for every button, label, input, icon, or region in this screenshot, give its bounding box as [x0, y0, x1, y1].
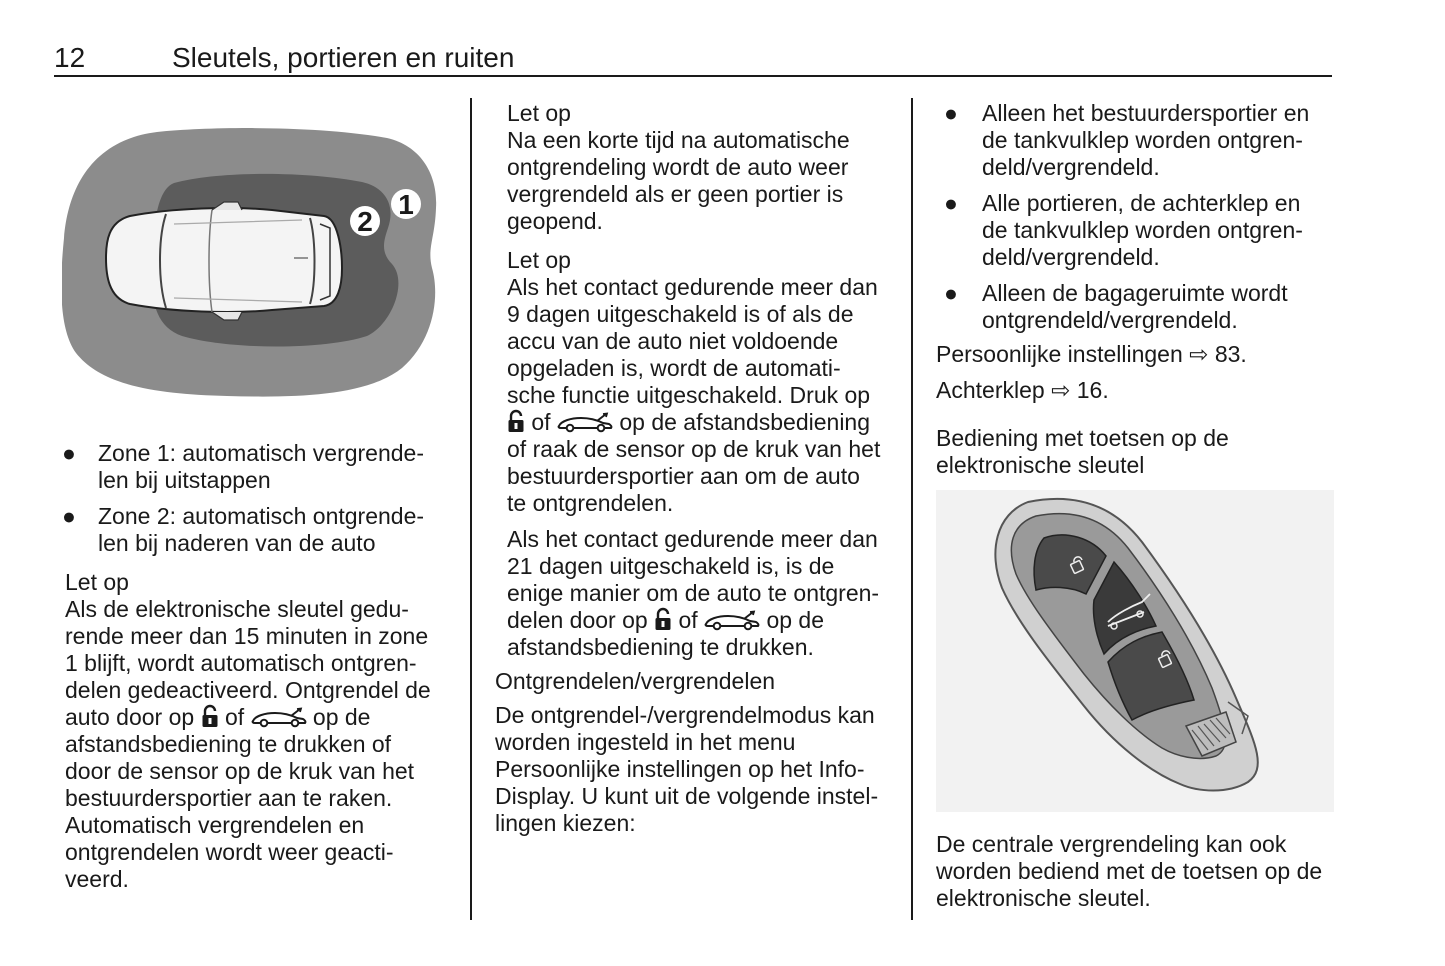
unlock-icon [654, 607, 672, 631]
column-3 [936, 100, 1336, 479]
inline-icon-line: delen door op of op de [507, 607, 824, 633]
page-title: Sleutels, portieren en ruiten [172, 42, 515, 73]
note-box: Let op Als het contact gedurende meer dan 9 dagen uitgeschakeld is of als de accu van de auto niet voldoende opgeladen is, wordt de automati- sche functie uitgeschakeld. Druk op of op de afstandsbediening of raak de sensor op de kruk van het bestuurdersportier aan om de auto te ontgrendelen. Als het contact gedurende meer dan 21 dagen uitgeschakeld is, is de enige manier om de auto te ontgren- delen door op of op de afstandsbediening te drukken. [495, 247, 900, 661]
note-heading: Let op [65, 569, 129, 595]
list-item: ● Alle portieren, de achterklep en de tankvulklep worden ontgren- deld/vergrendeld. [944, 190, 1303, 270]
closing-paragraph: De centrale vergrendeling kan ook worden bediend met de toetsen op de elektronische sleutel. [936, 831, 1323, 911]
page-reference-arrow-icon: ⇨ [1189, 341, 1209, 367]
section-heading: Ontgrendelen/vergrendelen [495, 668, 776, 694]
car-tailgate-icon [704, 609, 760, 631]
car-top-view-icon [106, 202, 342, 320]
car-tailgate-icon [251, 706, 307, 728]
page-number: 12 [54, 42, 86, 73]
bullet-icon: ● [62, 440, 76, 466]
column-2 [495, 100, 900, 837]
car-tailgate-icon [557, 411, 613, 433]
list-item: ● Alleen de bagageruimte wordt ontgrendeld/vergrendeld. [944, 280, 1288, 333]
column-1 [62, 440, 457, 893]
subheading: Bediening met toetsen op de elektronische sleutel [936, 425, 1229, 478]
inline-icon-line: auto door op of op de [65, 704, 371, 730]
inline-icon-line: of op de afstandsbediening [507, 409, 900, 436]
bullet-icon: ● [944, 280, 958, 306]
unlock-icon [201, 704, 219, 728]
unlock-icon [507, 409, 525, 433]
cross-reference[interactable]: Achterklep ⇨ 16. [936, 377, 1109, 403]
zone-1-label: 1 [398, 189, 414, 220]
zone-2-label: 2 [357, 206, 373, 237]
bullet-icon: ● [944, 100, 958, 126]
note-heading: Let op [507, 247, 571, 273]
page-reference-arrow-icon: ⇨ [1051, 377, 1071, 403]
note-box: Let op Als de elektronische sleutel gedu- rende meer dan 15 minuten in zone 1 blijft, wordt automatisch ontgren- delen gedeactiveerd. Ontgrendel de auto door op of op de afstandsbediening te drukken of door de sensor op de kruk van het bestuurdersportier aan te raken. Automatisch vergrendelen en ontgrendelen wordt weer geacti- veerd. [62, 569, 457, 893]
list-item: ● Zone 2: automatisch ontgrende- len bij naderen van de auto [62, 503, 425, 556]
list-item: ● Alleen het bestuurdersportier en de tankvulklep worden ontgren- deld/vergrendeld. [944, 100, 1310, 180]
bullet-icon: ● [944, 190, 958, 216]
column-divider-1 [470, 98, 472, 920]
key-fob-figure [936, 490, 1334, 812]
column-divider-2 [911, 98, 913, 920]
list-item: ● Zone 1: automatisch vergrende- len bij uitstappen [62, 440, 425, 493]
header-divider [54, 75, 1332, 77]
section: Ontgrendelen/vergrendelen De ontgrendel-/vergrendelmodus kan worden ingesteld in het menu Persoonlijke instellingen op het Info- Display. U kunt uit de volgende instel- lingen kiezen: [495, 668, 900, 837]
note-box: Let op Na een korte tijd na automatische ontgrendeling wordt de auto weer vergrendeld als er geen portier is geopend. [495, 100, 900, 235]
note-heading: Let op [507, 100, 571, 126]
zone-diagram-figure [62, 128, 440, 400]
bullet-icon: ● [62, 503, 76, 529]
cross-reference[interactable]: Persoonlijke instellingen ⇨ 83. [936, 341, 1247, 367]
